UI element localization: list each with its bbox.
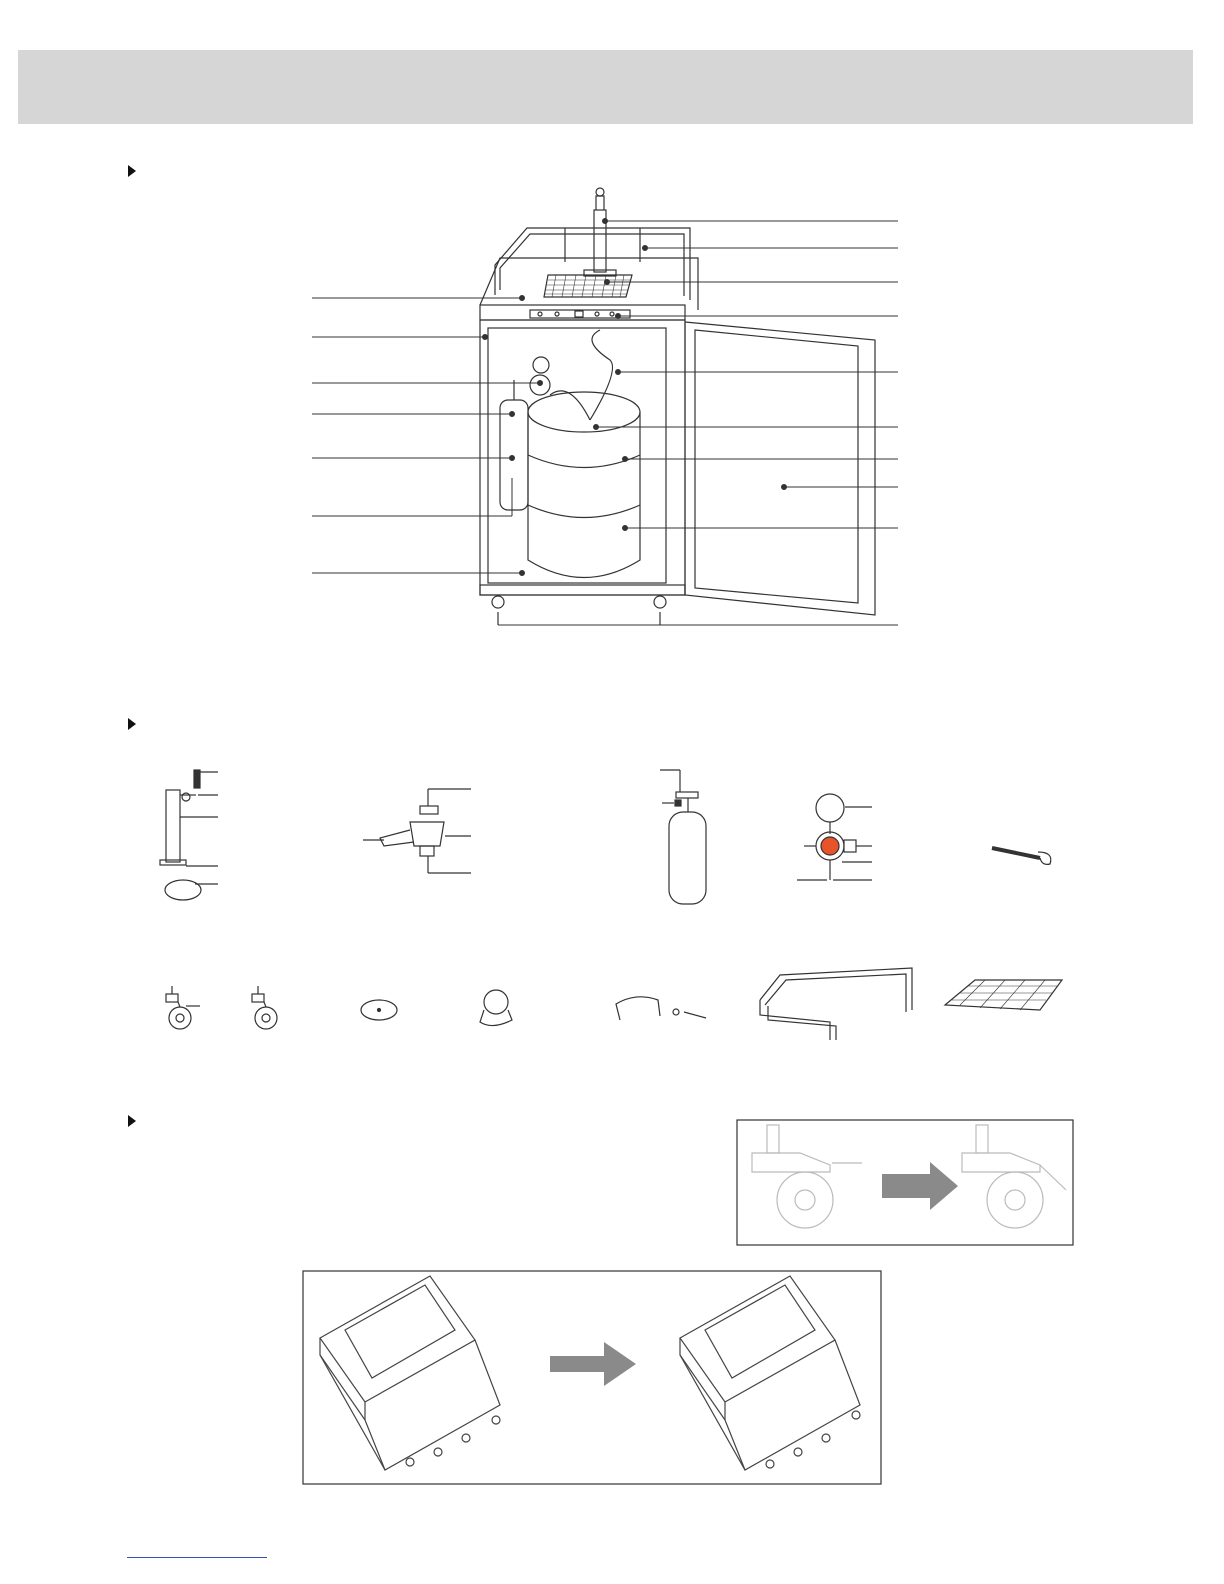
accessory-tank-bracket: [616, 997, 706, 1020]
caster-lock-panel: [737, 1120, 1073, 1245]
accessory-hose-clamp: [480, 990, 512, 1026]
accessory-regulator: [797, 794, 872, 880]
accessory-casters: [166, 986, 277, 1029]
accessory-guard-rail: [760, 968, 912, 1040]
accessory-gasket: [361, 1000, 397, 1020]
accessory-tap-tower: [160, 770, 218, 900]
accessory-co2-tank: [660, 770, 706, 904]
kegerator-diagram: [480, 188, 875, 625]
accessory-coupler: [363, 789, 471, 873]
caster-install-panel: [303, 1271, 881, 1484]
accessory-drip-tray: [945, 980, 1062, 1010]
footer-link[interactable]: [127, 1557, 267, 1558]
accessory-wrench: [992, 848, 1051, 864]
